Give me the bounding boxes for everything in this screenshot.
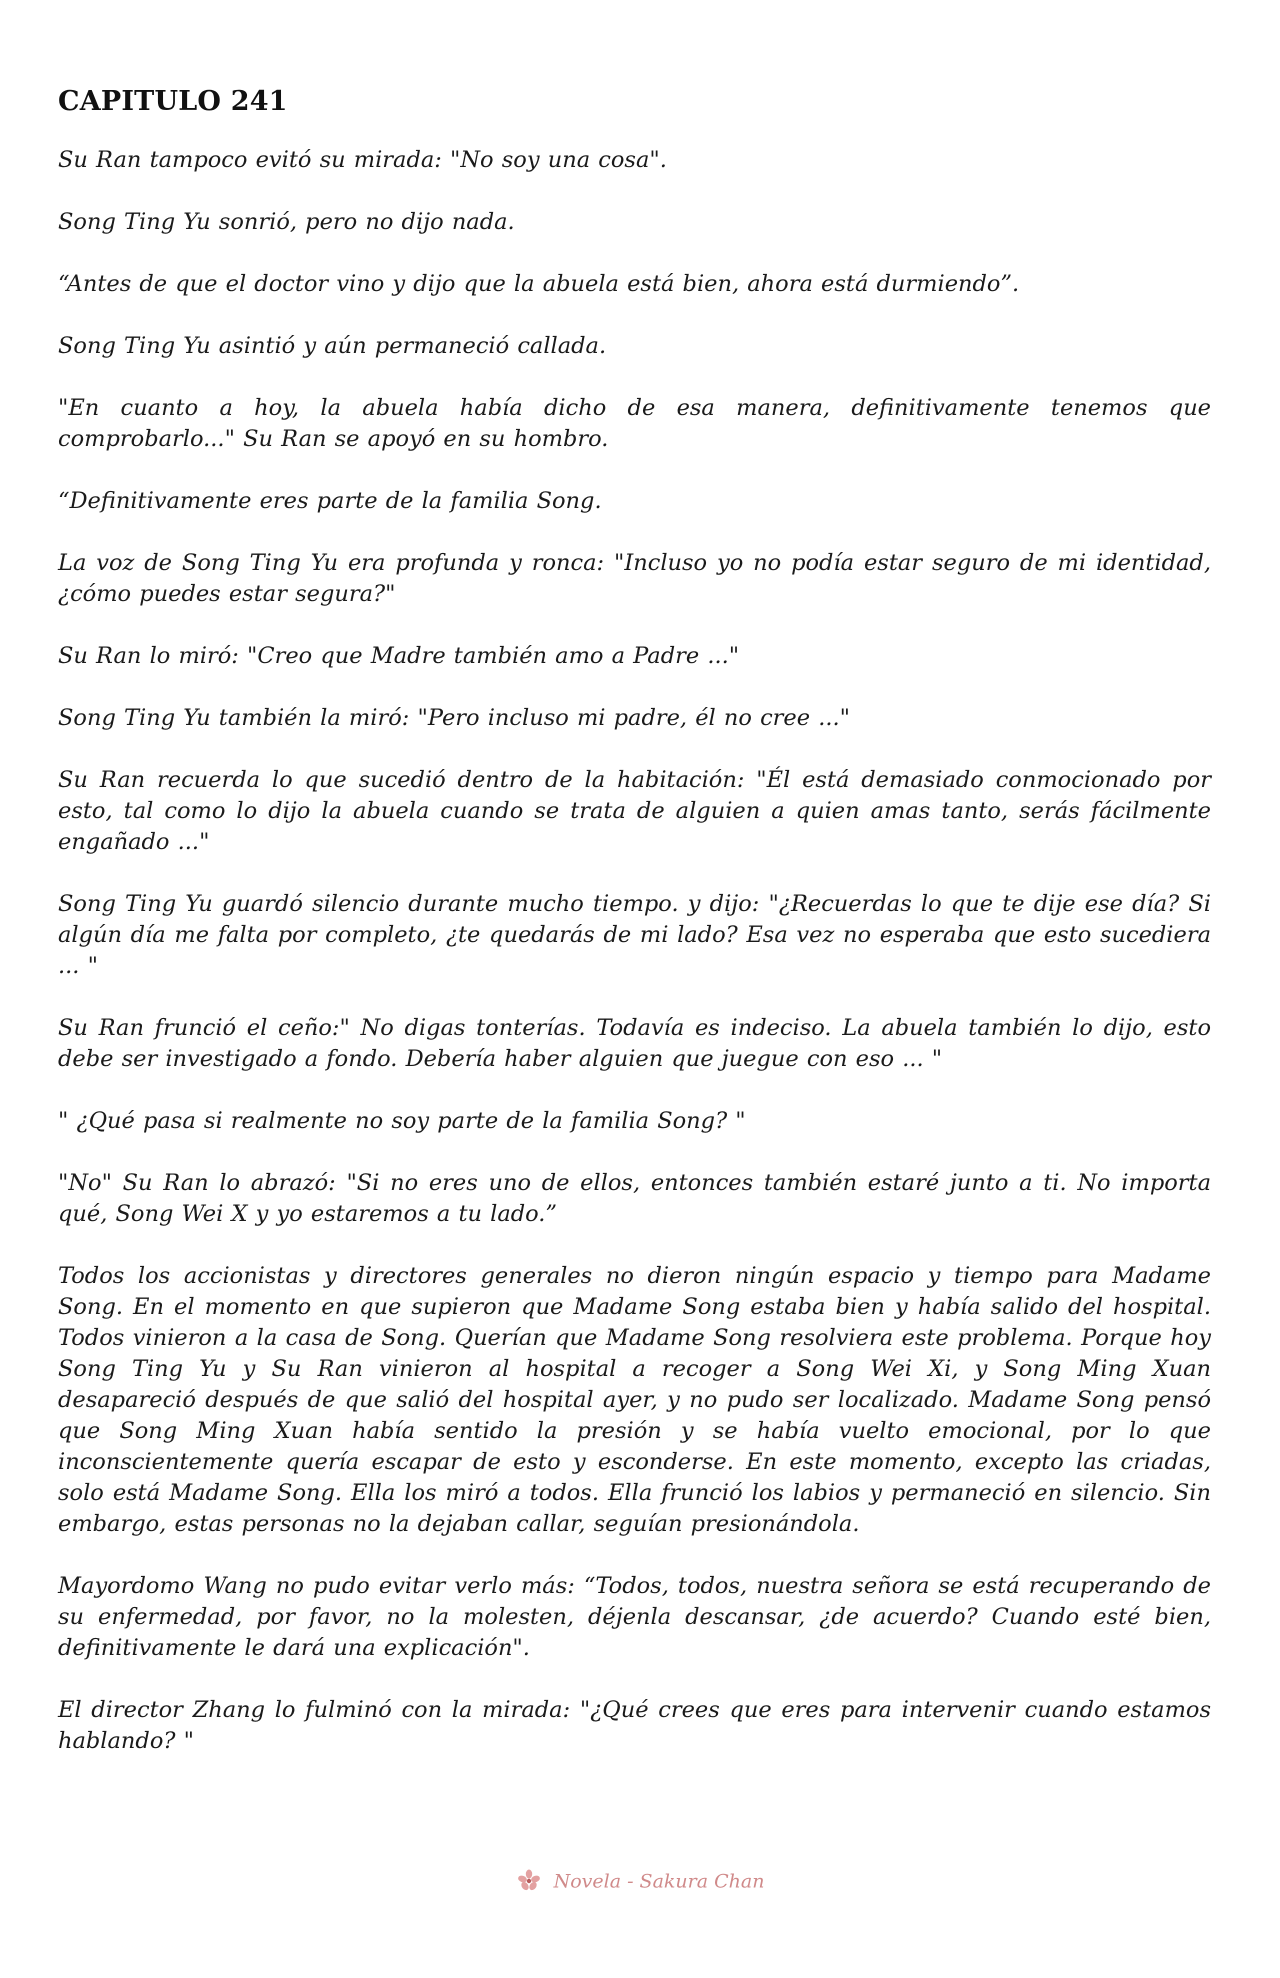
paragraph: “Definitivamente eres parte de la familia Song.	[58, 488, 602, 514]
paragraph: El director Zhang lo fulminó con la mirada: "¿Qué crees que eres para intervenir cuando estamos hablando? "	[58, 1697, 1211, 1754]
paragraph: Song Ting Yu asintió y aún permaneció callada.	[58, 333, 607, 359]
paragraph: Su Ran tampoco evitó su mirada: "No soy una cosa".	[58, 147, 667, 173]
footer-watermark	[0, 1868, 1280, 1897]
paragraph: Mayordomo Wang no pudo evitar verlo más: “Todos, todos, nuestra señora se está recuperando de su enfermedad, por favor, no la molesten, déjenla descansar, ¿de acuerdo? Cuando esté bien, definitivamente le dará una explicación".	[58, 1573, 1211, 1661]
paragraph: Su Ran frunció el ceño:" No digas tonterías. Todavía es indeciso. La abuela también lo dijo, esto debe ser investigado a fondo. Debería haber alguien que juegue con eso ... "	[58, 1015, 1211, 1072]
document-page	[58, 86, 1211, 1788]
chapter-title: CAPITULO 241	[58, 86, 288, 117]
paragraph: Todos los accionistas y directores generales no dieron ningún espacio y tiempo para Madame Song. En el momento en que supieron que Madame Song estaba bien y había salido del hospital. Todos vinieron a la casa de Song. Querían que Madame Song resolviera este problema. Porque hoy Song Ting Yu y Su Ran vinieron al hospital a recoger a Song Wei Xi, y Song Ming Xuan desapareció después de que salió del hospital ayer, y no pudo ser localizado. Madame Song pensó que Song Ming Xuan había sentido la presión y se había vuelto emocional, por lo que inconscientemente quería escapar de esto y esconderse. En este momento, excepto las criadas, solo está Madame Song. Ella los miró a todos. Ella frunció los labios y permaneció en silencio. Sin embargo, estas personas no la dejaban callar, seguían presionándola.	[58, 1263, 1211, 1537]
paragraph: Su Ran recuerda lo que sucedió dentro de la habitación: "Él está demasiado conmocionado por esto, tal como lo dijo la abuela cuando se trata de alguien a quien amas tanto, serás fácilmente engañado ..."	[58, 767, 1211, 855]
paragraph: Song Ting Yu sonrió, pero no dijo nada.	[58, 209, 515, 235]
watermark-text: Novela - Sakura Chan	[553, 1870, 765, 1893]
paragraph: La voz de Song Ting Yu era profunda y ronca: "Incluso yo no podía estar seguro de mi identidad, ¿cómo puedes estar segura?"	[58, 550, 1211, 607]
sakura-flower-icon	[516, 1868, 542, 1897]
paragraph: Su Ran lo miró: "Creo que Madre también amo a Padre ..."	[58, 643, 740, 669]
paragraph: Song Ting Yu guardó silencio durante mucho tiempo. y dijo: "¿Recuerdas lo que te dije ese día? Si algún día me falta por completo, ¿te quedarás de mi lado? Esa vez no esperaba que esto sucediera ... "	[58, 891, 1211, 979]
chapter-body	[58, 145, 1211, 1757]
paragraph: "En cuanto a hoy, la abuela había dicho de esa manera, definitivamente tenemos que comprobarlo..." Su Ran se apoyó en su hombro.	[58, 395, 1211, 452]
paragraph: “Antes de que el doctor vino y dijo que la abuela está bien, ahora está durmiendo”.	[58, 271, 1020, 297]
paragraph: "No" Su Ran lo abrazó: "Si no eres uno de ellos, entonces también estaré junto a ti. No importa qué, Song Wei X y yo estaremos a tu lado.”	[58, 1170, 1211, 1227]
paragraph: " ¿Qué pasa si realmente no soy parte de la familia Song? "	[58, 1108, 746, 1134]
paragraph: Song Ting Yu también la miró: "Pero incluso mi padre, él no cree ..."	[58, 705, 851, 731]
